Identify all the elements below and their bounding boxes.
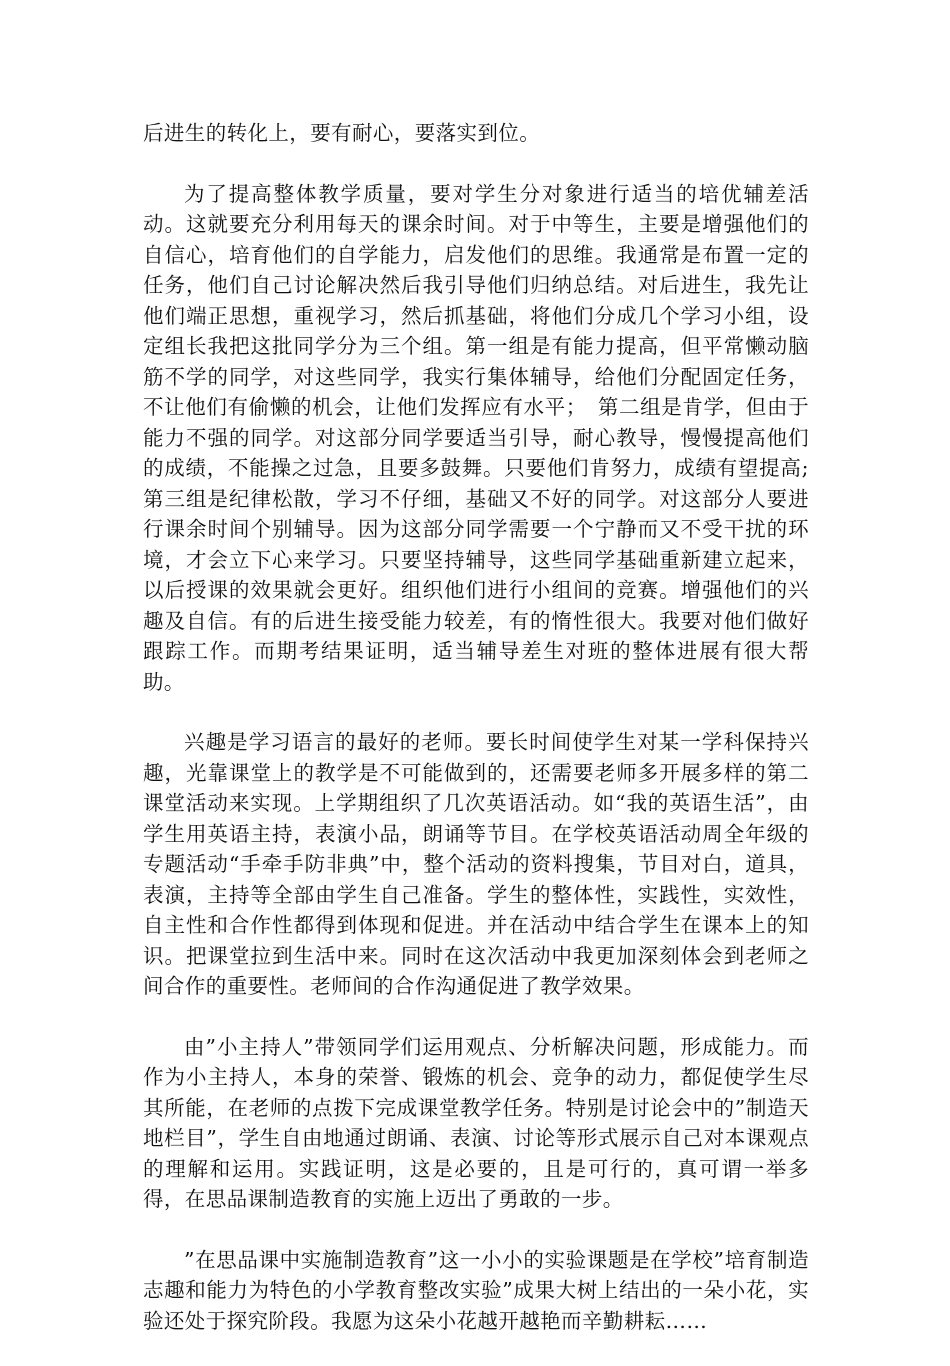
document-body — [143, 118, 809, 1366]
paragraph-4: 由”小主持人”带领同学们运用观点、分析解决问题，形成能力。而作为小主持人，本身的荣誉、锻炼的机会、竞争的动力，都促使学生尽其所能，在老师的点拨下完成课堂教学任务。特别是讨论会中的”制造天地栏目”，学生自由地通过朗诵、表演、讨论等形式展示自己对本课观点的理解和运用。实践证明，这是必要的，且是可行的，真可谓一举多得，在思品课制造教育的实施上迈出了勇敢的一步。 — [143, 1034, 809, 1211]
paragraph-2: 为了提高整体教学质量，要对学生分对象进行适当的培优辅差活动。这就要充分利用每天的课余时间。对于中等生，主要是增强他们的自信心，培育他们的自学能力，启发他们的思维。我通常是布置一定的任务，他们自己讨论解决然后我引导他们归纳总结。对后进生，我先让他们端正思想，重视学习，然后抓基础，将他们分成几个学习小组，设定组长我把这批同学分为三个组。第一组是有能力提高，但平常懒动脑筋不学的同学，对这些同学，我实行集体辅导，给他们分配固定任务，不让他们有偷懒的机会，让他们发挥应有水平； 第二组是肯学，但由于能力不强的同学。对这部分同学要适当引导，耐心教导，慢慢提高他们的成绩，不能操之过急，且要多鼓舞。只要他们肯努力，成绩有望提高;第三组是纪律松散，学习不仔细，基础又不好的同学。对这部分人要进行课余时间个别辅导。因为这部分同学需要一个宁静而又不受干扰的环境，才会立下心来学习。只要坚持辅导，这些同学基础重新建立起来，以后授课的效果就会更好。组织他们进行小组间的竞赛。增强他们的兴趣及自信。有的后进生接受能力较差，有的惰性很大。我要对他们做好跟踪工作。而期考结果证明，适当辅导差生对班的整体进展有很大帮助。 — [143, 181, 809, 694]
paragraph-1: 后进生的转化上，要有耐心，要落实到位。 — [143, 121, 541, 145]
paragraph-3: 兴趣是学习语言的最好的老师。要长时间使学生对某一学科保持兴趣，光靠课堂上的教学是不可能做到的，还需要老师多开展多样的第二课堂活动来实现。上学期组织了几次英语活动。如“我的英语生活”，由学生用英语主持，表演小品，朗诵等节目。在学校英语活动周全年级的专题活动“手牵手防非典”中，整个活动的资料搜集，节目对白，道具，表演，主持等全部由学生自己准备。学生的整体性，实践性，实效性，自主性和合作性都得到体现和促进。并在活动中结合学生在课本上的知识。把课堂拉到生活中来。同时在这次活动中我更加深刻体会到老师之间合作的重要性。老师间的合作沟通促进了教学效果。 — [143, 730, 809, 998]
paragraph-5: ”在思品课中实施制造教育”这一小小的实验课题是在学校”培育制造志趣和能力为特色的小学教育整改实验”成果大树上结出的一朵小花，实验还处于探究阶段。我愿为这朵小花越开越艳而辛勤耕耘…… — [143, 1247, 809, 1333]
